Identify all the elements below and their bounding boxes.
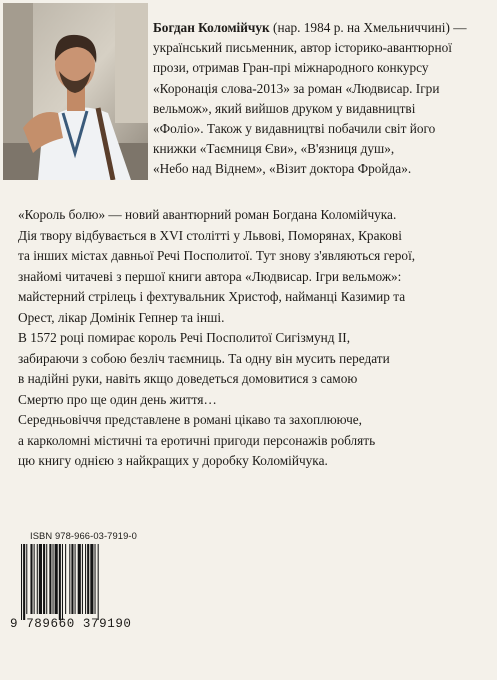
author-photo xyxy=(3,3,148,180)
synopsis-line: Смертю про ще один день життя… xyxy=(18,391,217,407)
author-bio-line: український письменник, автор історико-авантюрної xyxy=(153,40,452,56)
author-bio-line: «Коронація слова-2013» за роман «Людвисар. Ігри xyxy=(153,80,440,96)
barcode-digits: 9 789660 379190 xyxy=(10,617,132,631)
synopsis-line: Середньовіччя представлене в романі цікаво та захоплююче, xyxy=(18,412,363,427)
author-bio xyxy=(153,18,491,180)
isbn-label: ISBN 978-966-03-7919-0 xyxy=(30,530,137,541)
author-bio-line: «Фоліо». Також у видавництві побачили світ його xyxy=(153,121,436,137)
author-photo-image xyxy=(3,3,148,180)
author-bio-line: вельмож», який вийшов друком у видавництві xyxy=(153,100,416,116)
synopsis-line: а карколомні містичні та еротичні пригоди персонажів роблять xyxy=(18,432,376,448)
synopsis-line: забираючи з собою безліч таємниць. Та одну він мусить передати xyxy=(18,350,390,366)
barcode-icon xyxy=(21,544,121,620)
author-bio-line: книжки «Таємниця Єви», «В'язниця душ», xyxy=(153,141,395,157)
synopsis-line: в надійні руки, навіть якщо доведеться домовитися з самою xyxy=(18,371,358,386)
synopsis-line: Орест, лікар Домінік Гепнер та інші. xyxy=(18,309,225,325)
isbn-barcode xyxy=(8,530,137,645)
synopsis-line: знайомі читачеві з першої книги автора «Людвисар. Ігри вельмож»: xyxy=(18,268,402,284)
author-bio-line: прози, отримав Гран-прі міжнародного конкурсу xyxy=(153,60,429,76)
author-bio-text: (нар. 1984 р. на Хмельниччині) — xyxy=(269,20,467,35)
synopsis-line: цю книгу однією з найкращих у доробку Коломійчука. xyxy=(18,453,328,468)
author-name: Богдан Коломійчук xyxy=(153,20,270,35)
synopsis-line: майстерний стрілець і фехтувальник Христоф, найманці Казимир та xyxy=(18,289,406,304)
synopsis-line: «Король болю» — новий авантюрний роман Богдана Коломійчука. xyxy=(18,207,397,222)
author-bio-line: «Небо над Віднем», «Візит доктора Фройда». xyxy=(153,161,412,177)
synopsis-line: Дія твору відбувається в XVI столітті у Львові, Поморянах, Кракові xyxy=(18,227,402,243)
synopsis-line: та інших містах давньої Речі Посполитої. Тут знову з'являються герої, xyxy=(18,248,416,263)
synopsis-line: В 1572 році помирає король Речі Посполитої Сигізмунд ІІ, xyxy=(18,330,351,345)
author-bio-line-1 xyxy=(153,18,491,38)
book-synopsis xyxy=(18,205,488,472)
